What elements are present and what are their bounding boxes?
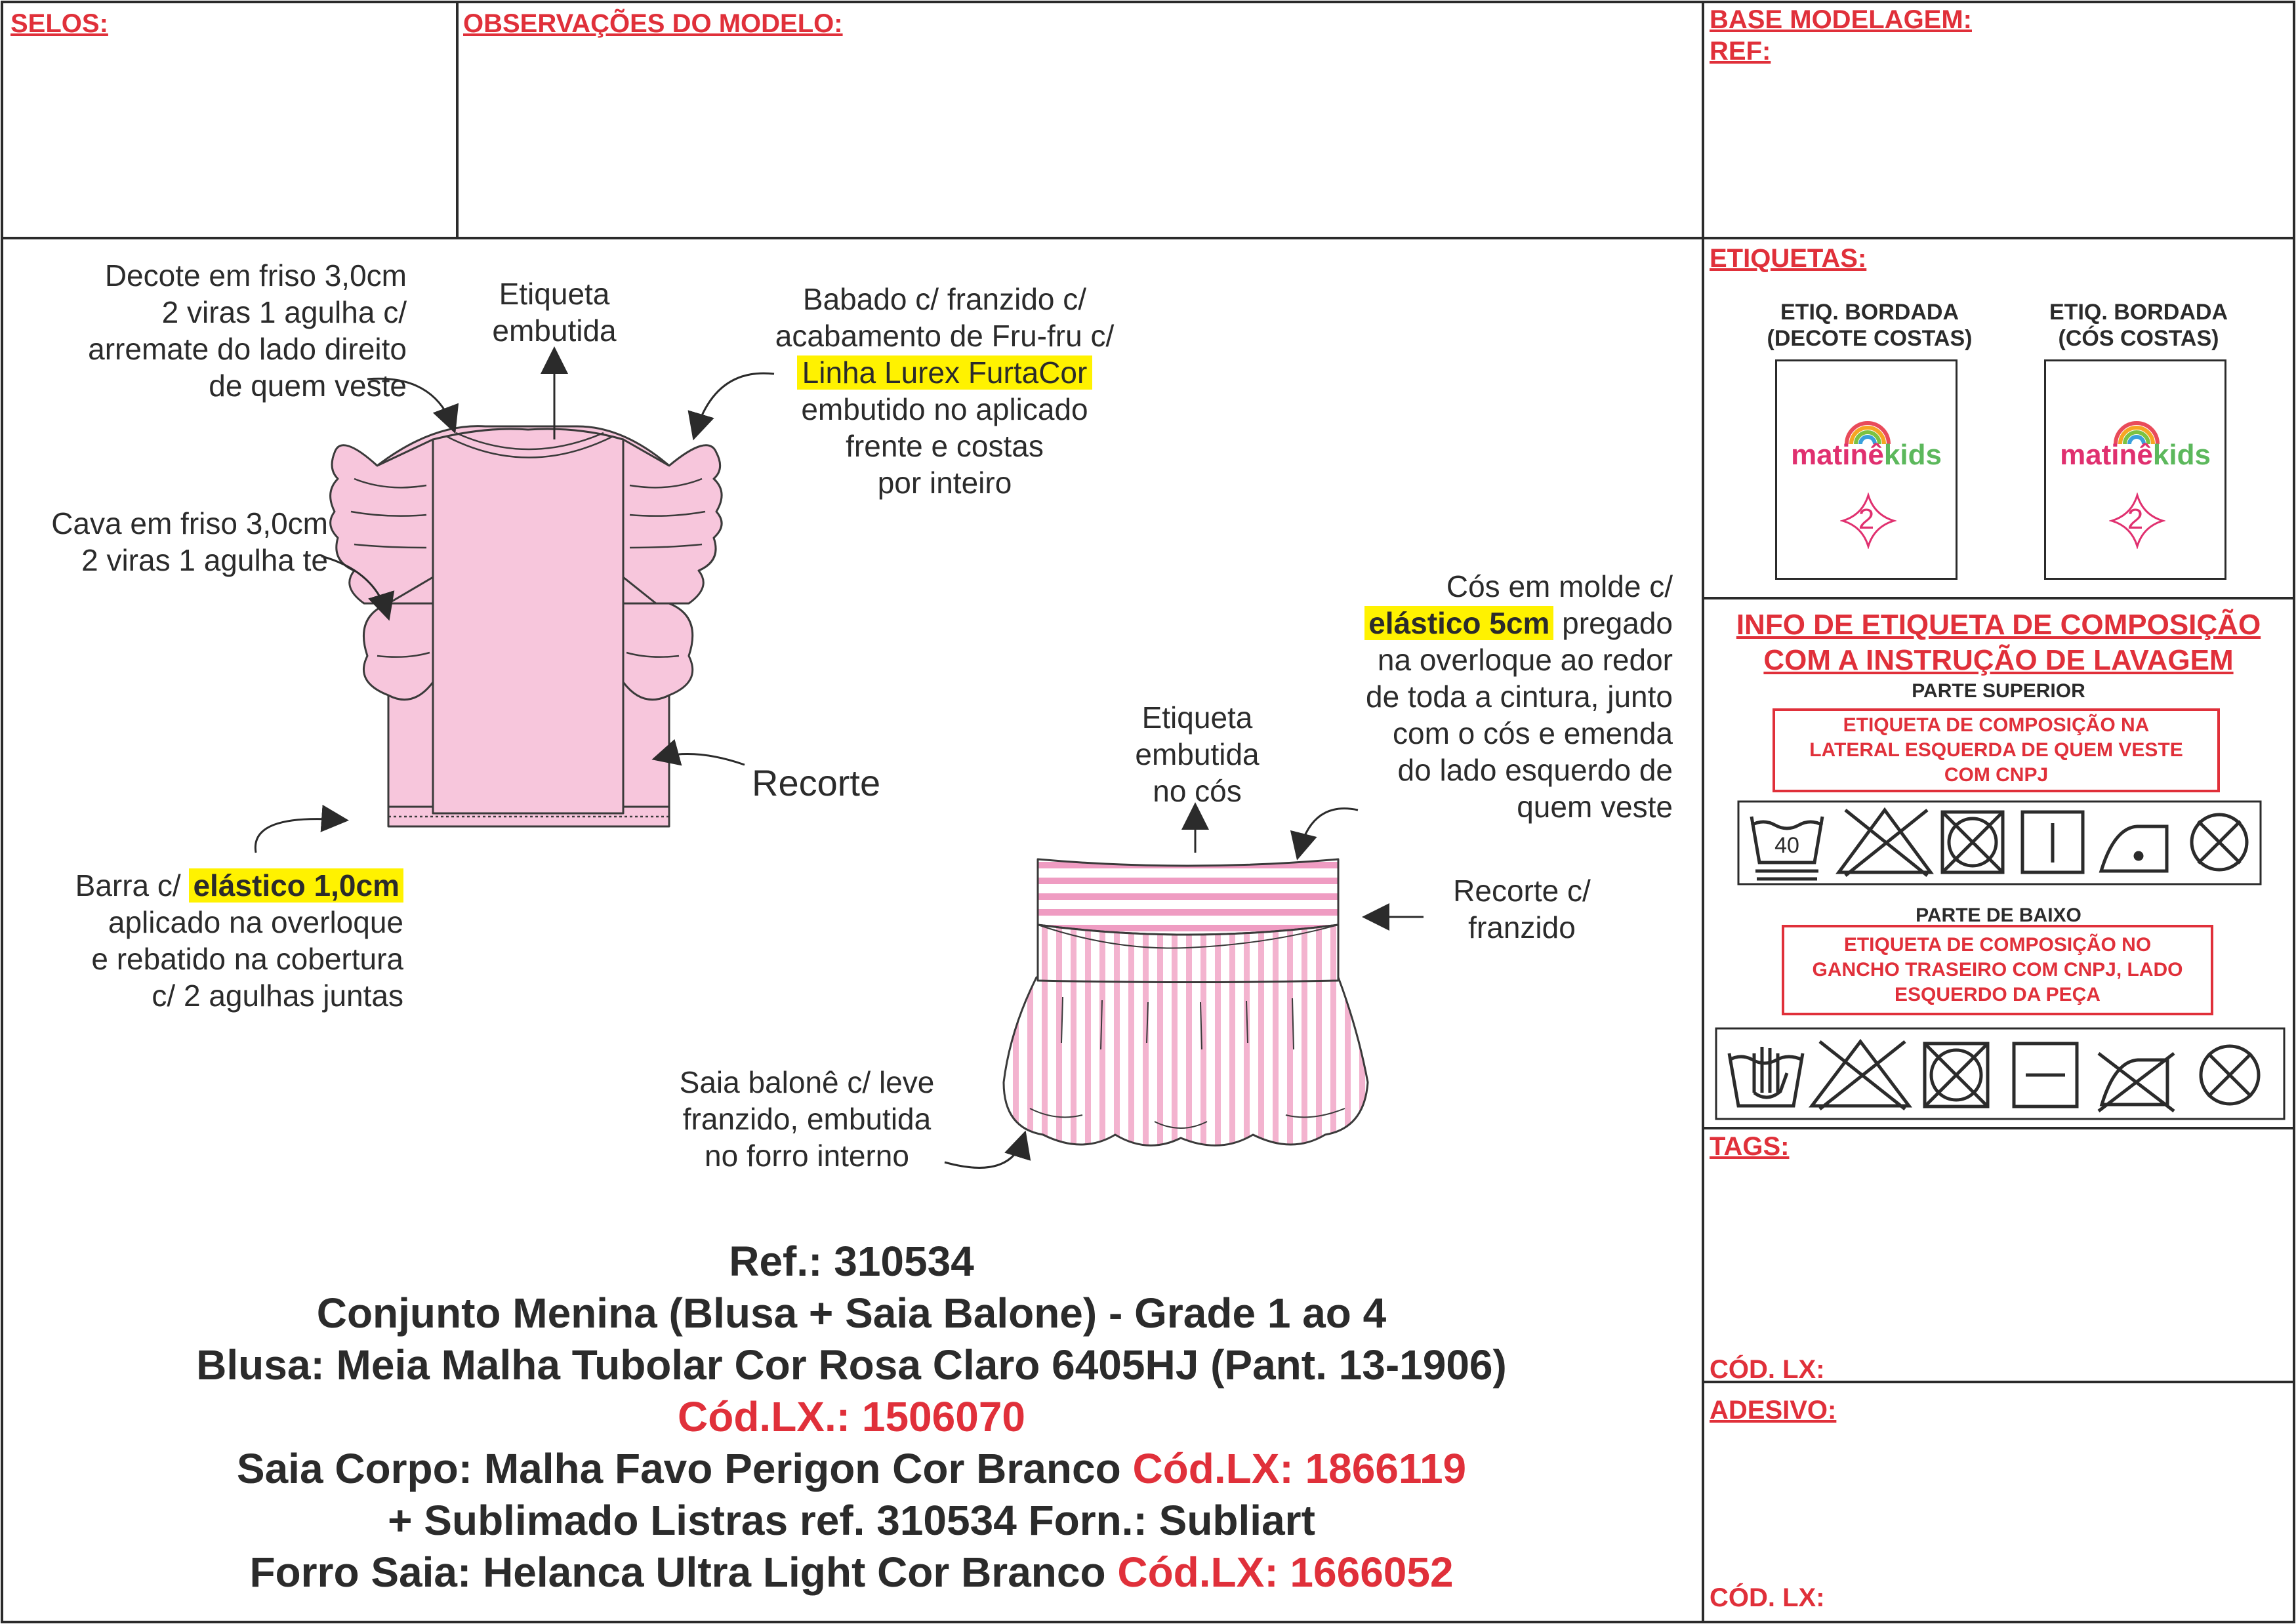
skirt-illustration [984, 846, 1391, 1167]
blusa-cod-line: Cód.LX.: 1506070 [678, 1393, 1025, 1440]
wash-symbols-bottom [1715, 1027, 2286, 1120]
barra-note: Barra c/ elástico 1,0cm aplicado na overloque e rebatido na cobertura c/ 2 agulhas juntas [75, 868, 403, 1013]
observacoes-label: OBSERVAÇÕES DO MODELO: [463, 9, 843, 38]
recorte-note: Recorte [752, 762, 881, 803]
info-title-1: INFO DE ETIQUETA DE COMPOSIÇÃO [1736, 609, 2261, 641]
no-iron-icon [2099, 1053, 2174, 1111]
no-bleach-icon [1839, 810, 1931, 876]
parte-baixo-label: PARTE DE BAIXO [1916, 904, 2081, 926]
label2-caption: ETIQ. BORDADA (CÓS COSTAS) [2049, 300, 2228, 351]
line-dry-icon [2022, 812, 2083, 872]
no-tumble-dry-icon [1942, 812, 2003, 872]
decote-note: Decote em friso 3,0cm 2 viras 1 agulha c/ arremate do lado direito de quem veste [88, 258, 407, 403]
tags-cod-label: CÓD. LX: [1710, 1355, 1825, 1384]
ref-label: REF: [1710, 37, 1771, 66]
conjunto-line: Conjunto Menina (Blusa + Saia Balone) - Grade 1 ao 4 [316, 1289, 1387, 1337]
adesivo-label: ADESIVO: [1710, 1396, 1837, 1425]
label2-box [2044, 359, 2226, 580]
forro-line: Forro Saia: Helanca Ultra Light Cor Branco Cód.LX: 1666052 [249, 1549, 1454, 1596]
no-dry-clean-icon [2201, 1046, 2259, 1104]
blusa-line: Blusa: Meia Malha Tubolar Cor Rosa Claro 6405HJ (Pant. 13-1906) [196, 1341, 1507, 1389]
etiqueta-embutida-note: Etiqueta embutida [492, 277, 617, 348]
hand-wash-icon [1729, 1047, 1803, 1106]
cava-note: Cava em friso 3,0cm 2 viras 1 agulha te [51, 506, 328, 577]
info-title-2: COM A INSTRUÇÃO DE LAVAGEM [1763, 644, 2234, 676]
barra-highlight: elástico 1,0cm [189, 868, 403, 903]
wash-symbols-top [1737, 800, 2262, 885]
dry-flat-icon [2014, 1044, 2077, 1106]
lurex-highlight: Linha Lurex FurtaCor [797, 355, 1093, 390]
tags-label: TAGS: [1710, 1132, 1790, 1161]
etiqueta-cos-note: Etiqueta embutida no cós [1135, 700, 1260, 808]
adesivo-cod-label: CÓD. LX: [1710, 1583, 1825, 1612]
cos-note: Cós em molde c/ elástico 5cm pregado na overloque ao redor de toda a cintura, junto com o cós e emenda do lado esquerdo de quem veste [1366, 569, 1673, 824]
cos-highlight: elástico 5cm [1364, 606, 1553, 640]
label1-box [1775, 359, 1958, 580]
superior-composition-box: ETIQUETA DE COMPOSIÇÃO NA LATERAL ESQUERDA DE QUEM VESTE COM CNPJ [1773, 708, 2220, 792]
base-modelagem-label: BASE MODELAGEM: [1710, 5, 1972, 34]
no-dry-clean-icon [2192, 815, 2247, 870]
recorte-franzido-note: Recorte c/ franzido [1453, 874, 1591, 944]
saia-line: Saia Corpo: Malha Favo Perigon Cor Branco Cód.LX: 1866119 [236, 1445, 1467, 1492]
saia-note: Saia balonê c/ leve franzido, embutida no forro interno [679, 1065, 935, 1173]
size-number: 2 [2127, 503, 2144, 535]
iron-low-icon [2101, 826, 2167, 871]
no-tumble-dry-icon [1925, 1044, 1988, 1106]
blouse-illustration [315, 407, 735, 853]
parte-superior-label: PARTE SUPERIOR [1912, 680, 2085, 702]
babado-note: Babado c/ franzido c/ acabamento de Fru-fru c/ Linha Lurex FurtaCor embutido no aplicado frente e costas por inteiro [775, 282, 1115, 500]
brand-logo: matinêkids [1791, 439, 1942, 471]
sublimado-line: + Sublimado Listras ref. 310534 Forn.: Subliart [388, 1497, 1315, 1544]
no-bleach-icon [1812, 1042, 1909, 1109]
brand-logo: matinêkids [2060, 439, 2211, 471]
ref-line: Ref.: 310534 [729, 1238, 974, 1285]
label1-caption: ETIQ. BORDADA (DECOTE COSTAS) [1767, 300, 1973, 351]
size-number: 2 [1858, 503, 1875, 535]
etiquetas-label: ETIQUETAS: [1710, 244, 1867, 273]
baixo-composition-box: ETIQUETA DE COMPOSIÇÃO NO GANCHO TRASEIRO COM CNPJ, LADO ESQUERDO DA PEÇA [1782, 925, 2213, 1015]
selos-label: SELOS: [10, 9, 108, 38]
wash-temp-label: 40 [1774, 833, 1799, 858]
